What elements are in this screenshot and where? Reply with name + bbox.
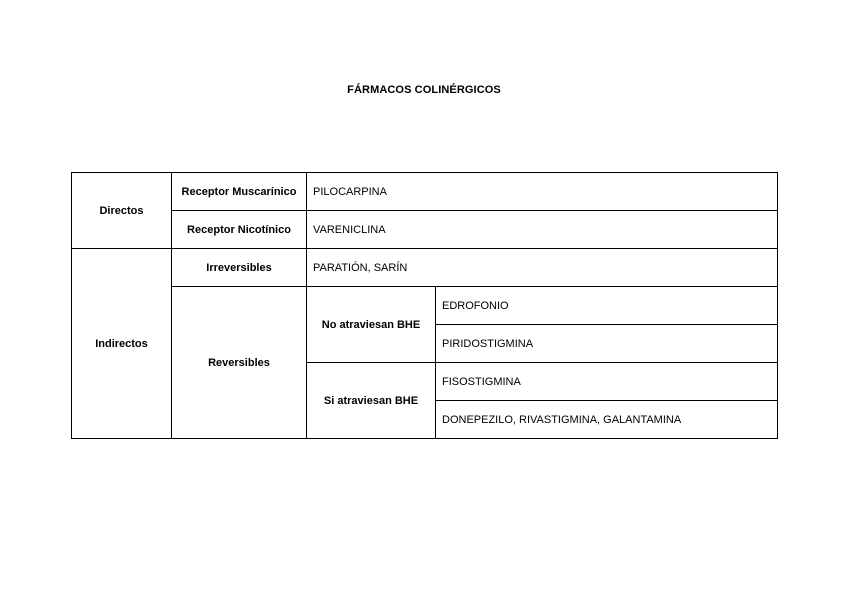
receptor-muscarinico-label: Receptor Muscarínico [172,173,307,211]
nicotinico-drugs: VARENICLINA [307,211,778,249]
category-directos: Directos [72,173,172,249]
irreversibles-drugs: PARATIÓN, SARÍN [307,249,778,287]
si-bhe-drug: DONEPEZILO, RIVASTIGMINA, GALANTAMINA [436,401,778,439]
si-atraviesan-bhe-label: Si atraviesan BHE [307,363,436,439]
document-title: FÁRMACOS COLINÉRGICOS [347,84,501,96]
table-row [72,173,778,211]
no-atraviesan-bhe-label: No atraviesan BHE [307,287,436,363]
cholinergic-drugs-table [71,172,778,439]
si-bhe-drug: FISOSTIGMINA [436,363,778,401]
table-row [72,211,778,249]
receptor-nicotinico-label: Receptor Nicotínico [172,211,307,249]
table-row [72,287,778,325]
table-row [72,249,778,287]
no-bhe-drug: PIRIDOSTIGMINA [436,325,778,363]
no-bhe-drug: EDROFONIO [436,287,778,325]
irreversibles-label: Irreversibles [172,249,307,287]
reversibles-label: Reversibles [172,287,307,439]
muscarinico-drugs: PILOCARPINA [307,173,778,211]
category-indirectos: Indirectos [72,249,172,439]
